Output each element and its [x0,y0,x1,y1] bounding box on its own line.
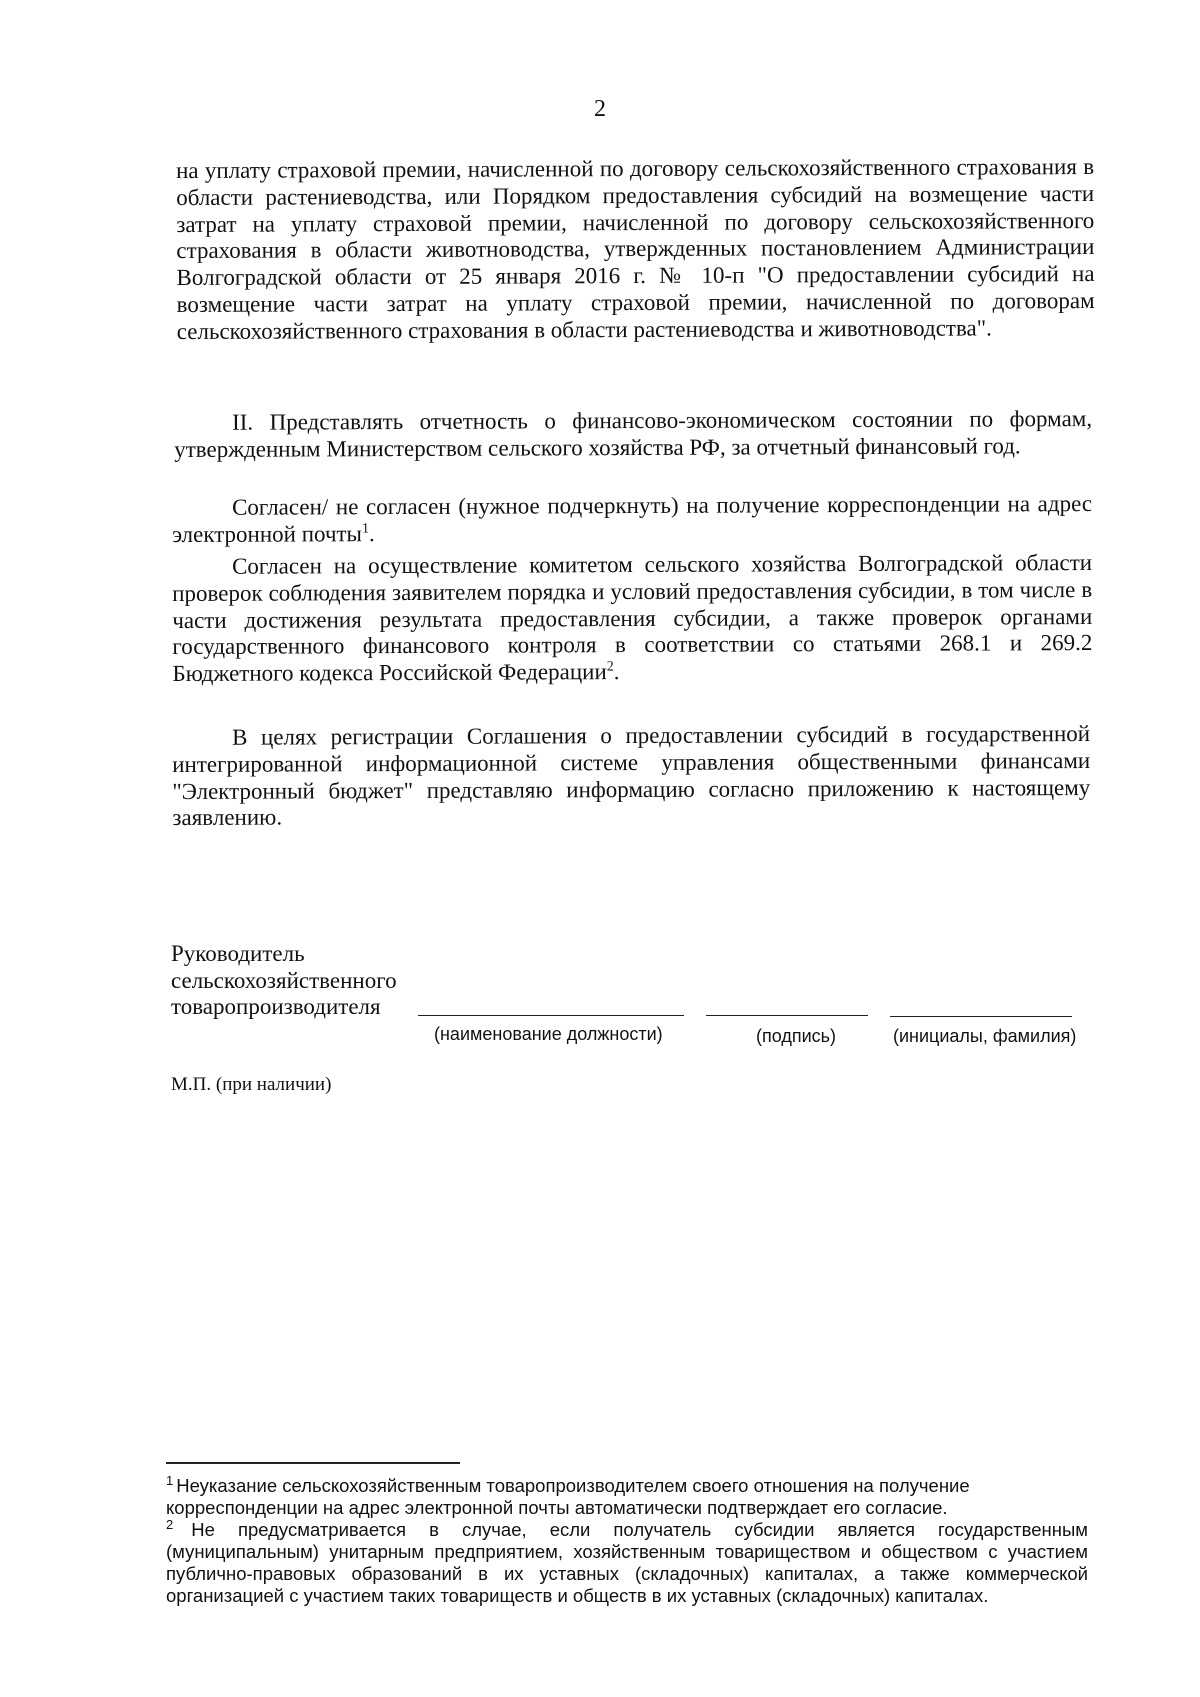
signatory-role-line: сельскохозяйственного [171,967,397,993]
signature-caption: (подпись) [756,1026,837,1046]
paragraph-email-consent [172,491,1092,549]
paragraph-inspection-consent [172,550,1093,688]
footnote-text: Не предусматривается в случае, если получатель субсидии является государственным (муниципальным) унитарным предприятием, хозяйственным товариществом и обществом с участием публично-правовых образований в их уставных (складочных) капиталах, а также коммерческой организацией с участием таких товариществ и обществ в их уставных (складочных) капиталах. [166,1519,1088,1606]
name-caption: (инициалы, фамилия) [893,1026,1077,1046]
footnote-text: Неуказание сельскохозяйственным товаропроизводителем своего отношения на получение корреспонденции на адрес электронной почты автоматически подтверждает его согласие. [166,1475,970,1518]
footnote-mark: 2 [166,1516,174,1532]
signatory-role-line: Руководитель [171,941,305,966]
footnote-mark: 1 [166,1472,174,1488]
signatory-role-line: товаропроизводителя [171,994,381,1019]
page-number: 2 [594,96,606,122]
email-consent-text: Согласен/ не согласен (нужное подчеркнуть) на получение корреспонденции на адрес электронной почты [172,490,1093,547]
inspection-consent-end: . [613,659,620,685]
email-consent-end: . [368,520,375,546]
paragraph-subsidy-procedure: на уплату страховой премии, начисленной по договору сельскохозяйственного страхования в области растениеводства, или Порядком предоставления субсидий на возмещение части затрат на уплату страховой премии, начисленной по договору сельскохозяйственного страхования в области животноводства, утвержденных постановлением Администрации Волгоградской области от 25 января 2016 г. № 10-п "О предоставлении субсидий на возмещение части затрат на уплату страховой премии, начисленной по договорам сельскохозяйственного страхования в области растениеводства и животноводства". [176,153,1095,344]
signature-line [706,1015,868,1016]
inspection-consent-text: Согласен на осуществление комитетом сельского хозяйства Волгоградской области проверок соблюдения заявителем порядка и условий предоставления субсидии, в том числе в части достижения результата предоставления субсидии, а также проверок органами государственного финансового контроля в соответствии со статьями 268.1 и 269.2 Бюджетного кодекса Российской Федерации [172,549,1093,687]
paragraph-reporting: II. Представлять отчетность о финансово-экономическом состоянии по формам, утвержденным Министерством сельского хозяйства РФ, за отчетный финансовый год. [174,405,1093,462]
footnote-2 [166,1516,1088,1607]
stamp-label: М.П. (при наличии) [171,1074,332,1095]
footnote-ref-1: 1 [361,521,369,537]
footnote-separator [166,1462,460,1464]
footnote-ref-2: 2 [606,659,614,675]
name-signature-line [890,1016,1072,1017]
footnotes [166,1472,1088,1607]
position-caption: (наименование должности) [434,1024,663,1044]
position-signature-line [418,1015,684,1016]
footnote-1 [166,1472,1088,1519]
paragraph-electronic-budget: В целях регистрации Соглашения о предоставлении субсидий в государственной интегрированной информационной системе управления общественными финансами "Электронный бюджет" представляю информацию согласно приложению к настоящему заявлению. [172,720,1091,831]
signatory-role [171,941,397,1021]
